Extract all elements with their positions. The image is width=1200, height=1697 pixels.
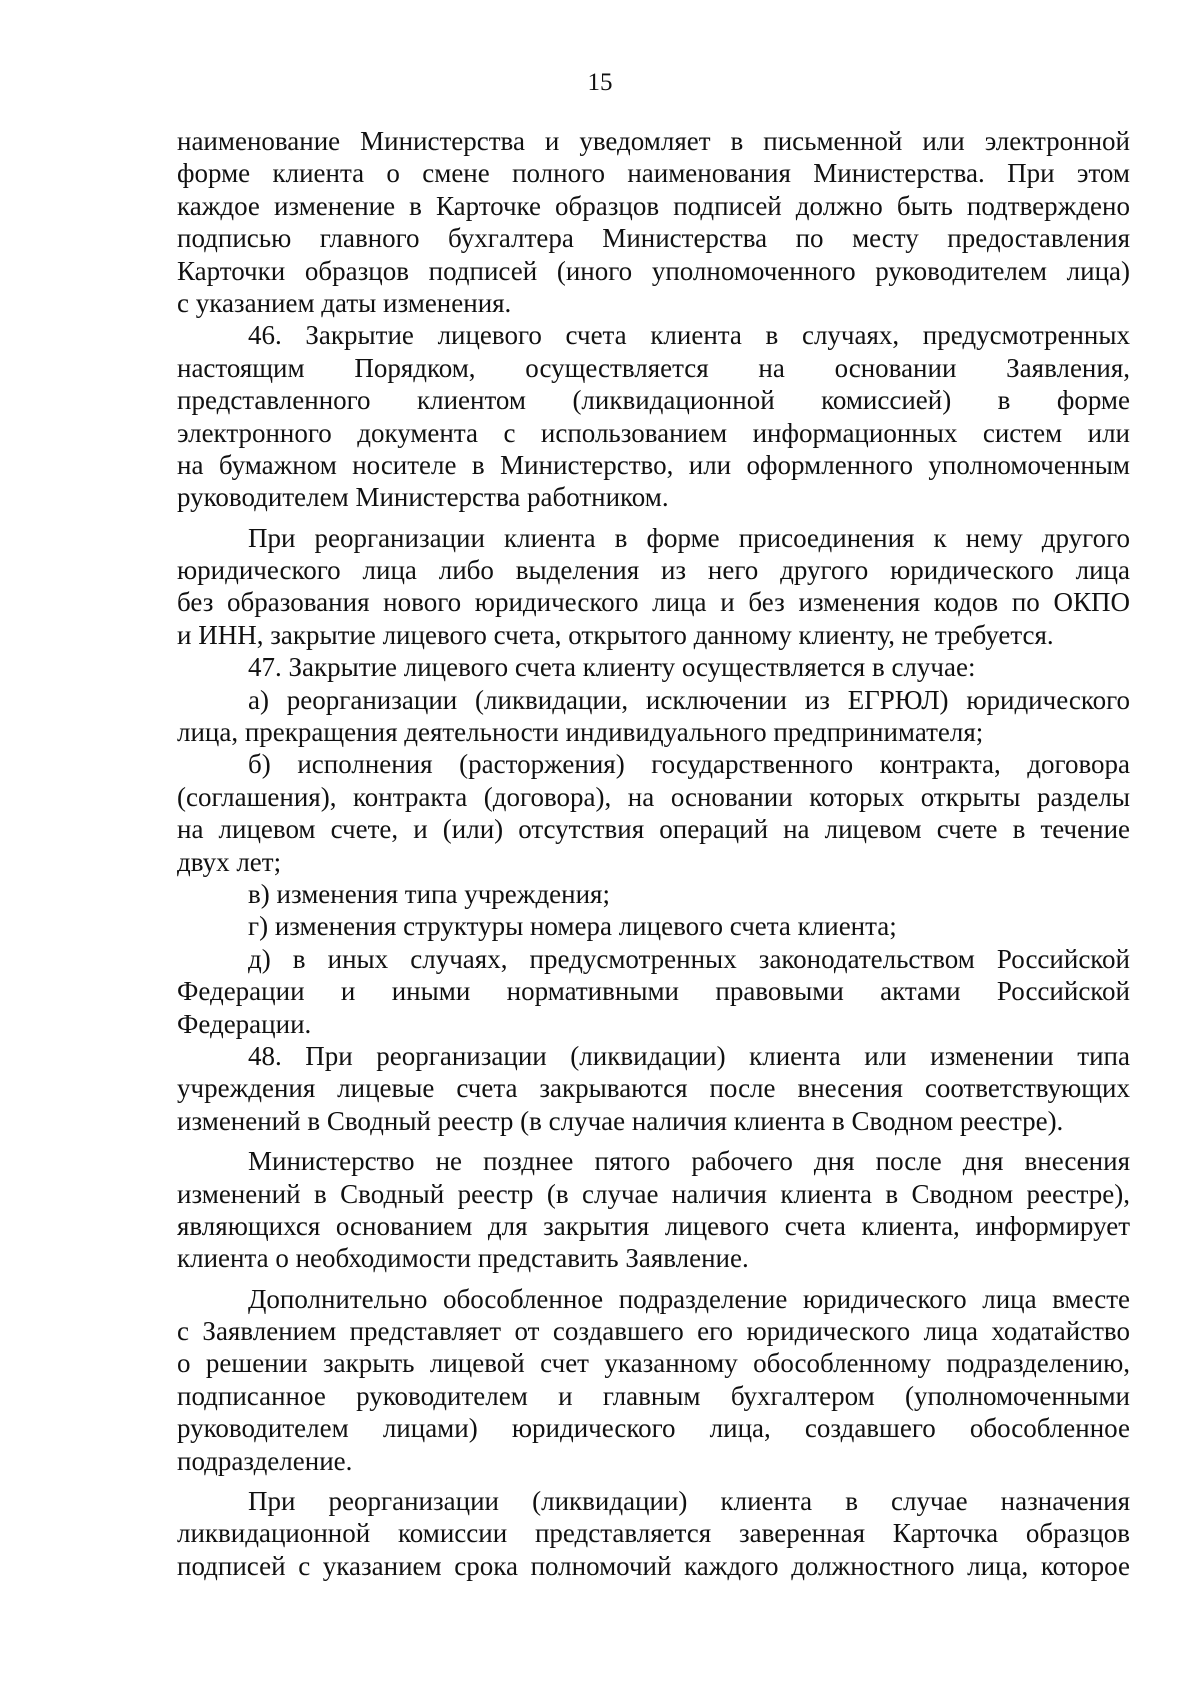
text-line: подписанное руководителем и главным бухгалтером (уполномоченными [177, 1380, 1130, 1411]
text-line: Федерации и иными нормативными правовыми актами Российской [177, 976, 1130, 1007]
text-line: изменений в Сводный реестр (в случае наличия клиента в Сводном реестре), [177, 1178, 1130, 1209]
text-line: электронного документа с использованием информационных систем или [177, 417, 1130, 448]
text-line: с указанием даты изменения. [177, 287, 512, 318]
text-line: (соглашения), контракта (договора), на основании которых открыты разделы [177, 781, 1130, 812]
text-line: а) реорганизации (ликвидации, исключении из ЕГРЮЛ) юридического [248, 684, 1130, 715]
page-number: 15 [587, 69, 613, 96]
text-line: Министерство не позднее пятого рабочего дня после дня внесения [248, 1146, 1130, 1177]
text-line: о решении закрыть лицевой счет указанному обособленному подразделению, [177, 1348, 1130, 1379]
text-line: изменений в Сводный реестр (в случае наличия клиента в Сводном реестре). [177, 1105, 1064, 1136]
text-line: 47. Закрытие лицевого счета клиенту осуществляется в случае: [248, 652, 976, 683]
text-line: При реорганизации (ликвидации) клиента в случае назначения [248, 1486, 1130, 1517]
text-line: клиента о необходимости представить Заявление. [177, 1243, 749, 1274]
text-line: без образования нового юридического лица и без изменения кодов по ОКПО [177, 587, 1130, 618]
text-line: ликвидационной комиссии представляется заверенная Карточка образцов [177, 1518, 1130, 1549]
document-body [177, 125, 1130, 1582]
text-line: руководителем Министерства работником. [177, 482, 669, 513]
text-line: подписей с указанием срока полномочий каждого должностного лица, которое [177, 1550, 1130, 1581]
text-line: Карточки образцов подписей (иного уполномоченного руководителем лица) [177, 255, 1130, 286]
text-line: д) в иных случаях, предусмотренных законодательством Российской [248, 943, 1130, 974]
text-line: каждое изменение в Карточке образцов подписей должно быть подтверждено [177, 190, 1130, 221]
text-line: Дополнительно обособленное подразделение юридического лица вместе [248, 1283, 1130, 1314]
text-line: руководителем лицами) юридического лица, создавшего обособленное [177, 1413, 1130, 1444]
text-line: г) изменения структуры номера лицевого счета клиента; [248, 911, 897, 942]
text-line: лица, прекращения деятельности индивидуального предпринимателя; [177, 717, 984, 748]
text-line: наименование Министерства и уведомляет в письменной или электронной [177, 126, 1130, 156]
text-line: При реорганизации клиента в форме присоединения к нему другого [248, 522, 1130, 553]
text-line: двух лет; [177, 846, 282, 877]
text-line: в) изменения типа учреждения; [248, 878, 610, 909]
text-line: на бумажном носителе в Министерство, или оформленного уполномоченным [177, 449, 1130, 480]
text-line: подразделение. [177, 1445, 353, 1476]
text-line: 46. Закрытие лицевого счета клиента в случаях, предусмотренных [248, 320, 1130, 351]
text-line: 48. При реорганизации (ликвидации) клиента или изменении типа [248, 1040, 1130, 1071]
text-line: учреждения лицевые счета закрываются после внесения соответствующих [177, 1073, 1130, 1104]
text-line: являющихся основанием для закрытия лицевого счета клиента, информирует [177, 1210, 1130, 1241]
text-line: форме клиента о смене полного наименования Министерства. При этом [177, 158, 1130, 189]
text-line: с Заявлением представляет от создавшего его юридического лица ходатайство [177, 1316, 1130, 1347]
text-line: юридического лица либо выделения из него другого юридического лица [177, 555, 1130, 586]
text-line: настоящим Порядком, осуществляется на основании Заявления, [177, 352, 1130, 383]
text-line: подписью главного бухгалтера Министерства по месту предоставления [177, 223, 1130, 254]
text-line: б) исполнения (расторжения) государственного контракта, договора [248, 749, 1130, 780]
text-line: на лицевом счете, и (или) отсутствия операций на лицевом счете в течение [177, 814, 1130, 845]
text-line: Федерации. [177, 1008, 312, 1039]
text-line: и ИНН, закрытие лицевого счета, открытого данному клиенту, не требуется. [177, 619, 1054, 650]
text-line: представленного клиентом (ликвидационной комиссией) в форме [177, 385, 1130, 416]
